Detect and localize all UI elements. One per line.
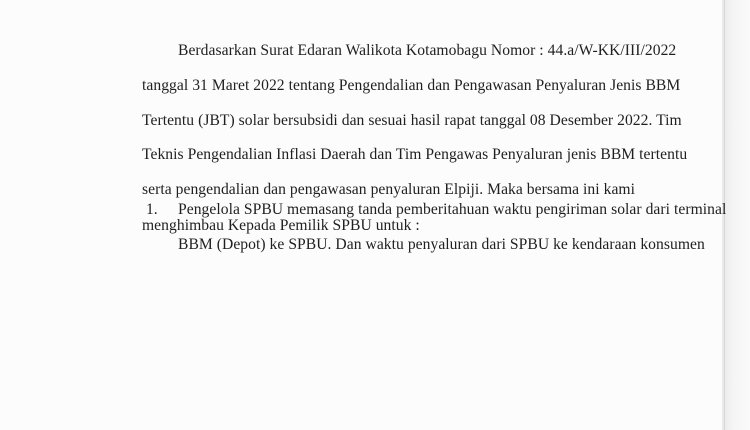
list-item-1-number: 1. xyxy=(146,201,158,218)
paragraph-line xyxy=(142,142,696,168)
list-item-line-text: Pengelola SPBU memasang tanda pemberitahuan waktu pengiriman solar dari terminal xyxy=(178,201,727,218)
paragraph-line-text: serta pengendalian dan pengawasan penyaluran Elpiji. Maka bersama ini kami xyxy=(142,181,635,198)
list-item-1-line xyxy=(178,197,727,223)
paragraph-line xyxy=(178,38,696,64)
paragraph-line-text: tanggal 31 Maret 2022 tentang Pengendalian dan Pengawasan Penyaluran Jenis BBM xyxy=(142,77,681,94)
paragraph-line-text: Tertentu (JBT) solar bersubsidi dan sesuai hasil rapat tanggal 08 Desember 2022. Tim xyxy=(142,112,682,129)
paragraph-line-text: Teknis Pengendalian Inflasi Daerah dan Tim Pengawas Penyaluran jenis BBM tertentu xyxy=(142,146,688,163)
paragraph-line xyxy=(142,73,696,99)
list-item-1-line xyxy=(178,232,705,258)
list-item-line-text: BBM (Depot) ke SPBU. Dan waktu penyaluran dari SPBU ke kendaraan konsumen xyxy=(178,236,705,253)
paragraph-line-text: menghimbau Kepada Pemilik SPBU untuk : xyxy=(142,217,420,234)
paragraph-line-text: Berdasarkan Surat Edaran Walikota Kotamobagu Nomor : 44.a/W-KK/III/2022 xyxy=(178,42,677,59)
paragraph-line xyxy=(142,108,696,134)
